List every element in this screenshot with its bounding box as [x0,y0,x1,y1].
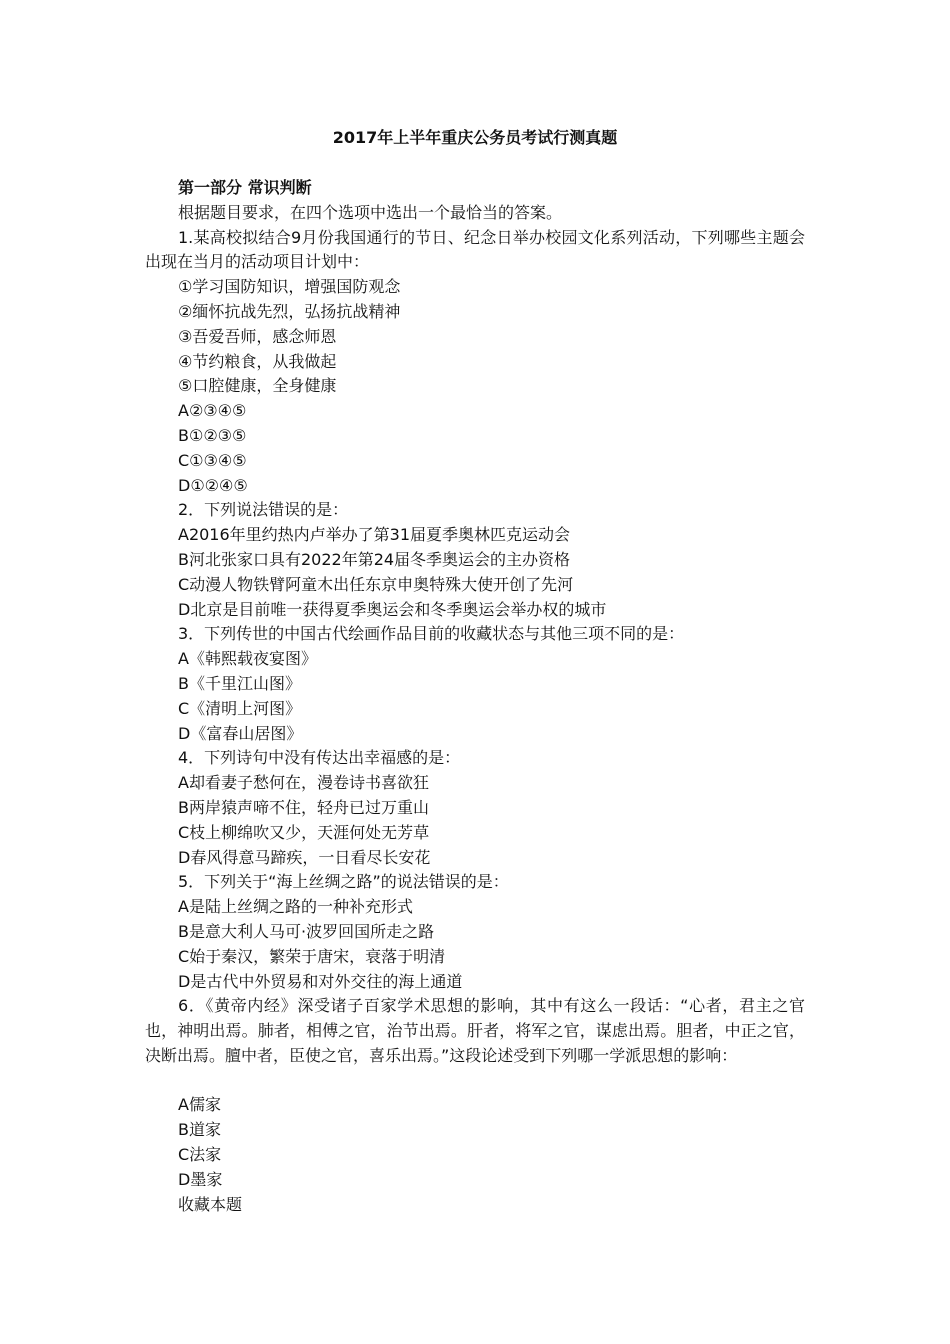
question-1-item: ③吾爱吾师，感念师恩 [178,326,337,346]
question-1-option-c: C①③④⑤ [178,450,247,470]
question-4-option-a: A却看妻子愁何在，漫卷诗书喜欲狂 [178,773,429,793]
question-1-option-b: B①②③⑤ [178,425,247,445]
question-1-item: ②缅怀抗战先烈，弘扬抗战精神 [178,301,401,321]
question-1-item: ④节约粮食，从我做起 [178,351,337,371]
question-3-stem: 3．下列传世的中国古代绘画作品目前的收藏状态与其他三项不同的是： [178,624,685,644]
question-6-option-a: A儒家 [178,1095,221,1115]
question-2-option-b: B河北张家口具有2022年第24届冬季奥运会的主办资格 [178,549,571,569]
question-1-item: ①学习国防知识，增强国防观念 [178,277,401,297]
question-2-option-c: C动漫人物铁臂阿童木出任东京申奥特殊大使开创了先河 [178,574,574,594]
bookmark-question-link[interactable]: 收藏本题 [178,1194,243,1214]
question-2-option-d: D北京是目前唯一获得夏季奥运会和冬季奥运会举办权的城市 [178,599,607,619]
question-5-option-c: C始于秦汉，繁荣于唐宋，衰落于明清 [178,946,446,966]
question-5-option-b: B是意大利人马可·波罗回国所走之路 [178,921,435,941]
question-1-stem: 1.某高校拟结合9月份我国通行的节日、纪念日举办校园文化系列活动，下列哪些主题会出现在当月的活动项目计划中： [145,227,805,272]
question-1-item: ⑤口腔健康，全身健康 [178,376,337,396]
question-1-option-d: D①②④⑤ [178,475,248,495]
instruction-text: 根据题目要求，在四个选项中选出一个最恰当的答案。 [178,202,563,222]
document-title: 2017年上半年重庆公务员考试行测真题 [332,128,618,147]
question-3-option-c: C《清明上河图》 [178,698,302,718]
question-4-option-b: B两岸猿声啼不住，轻舟已过万重山 [178,797,429,817]
question-4-option-c: C枝上柳绵吹又少，天涯何处无芳草 [178,822,430,842]
question-6-option-d: D墨家 [178,1169,223,1189]
question-5-stem: 5．下列关于“海上丝绸之路”的说法错误的是： [178,872,509,892]
question-2-stem: 2．下列说法错误的是： [178,500,349,520]
question-5-option-a: A是陆上丝绸之路的一种补充形式 [178,897,413,917]
question-1-option-a: A②③④⑤ [178,401,247,421]
question-3-option-a: A《韩熙载夜宴图》 [178,649,317,669]
question-6-stem: 6．《黄帝内经》深受诸子百家学术思想的影响，其中有这么一段话：“心者，君主之官也，神明出焉。肺者，相傅之官，治节出焉。肝者，将军之官，谋虑出焉。胆者，中正之官，决断出焉。膻中者，臣使之官，喜乐出焉。”这段论述受到下列哪一学派思想的影响： [145,996,805,1065]
question-5-option-d: D是古代中外贸易和对外交往的海上通道 [178,971,463,991]
question-2-option-a: A2016年里约热内卢举办了第31届夏季奥林匹克运动会 [178,525,571,545]
question-6-option-c: C法家 [178,1145,222,1165]
document-body [145,176,805,1217]
question-4-option-d: D春风得意马蹄疾，一日看尽长安花 [178,847,431,867]
question-3-option-d: D《富春山居图》 [178,723,303,743]
question-4-stem: 4．下列诗句中没有传达出幸福感的是： [178,748,461,768]
section-heading: 第一部分 常识判断 [178,178,312,197]
question-3-option-b: B《千里江山图》 [178,673,301,693]
question-6-option-b: B道家 [178,1120,221,1140]
